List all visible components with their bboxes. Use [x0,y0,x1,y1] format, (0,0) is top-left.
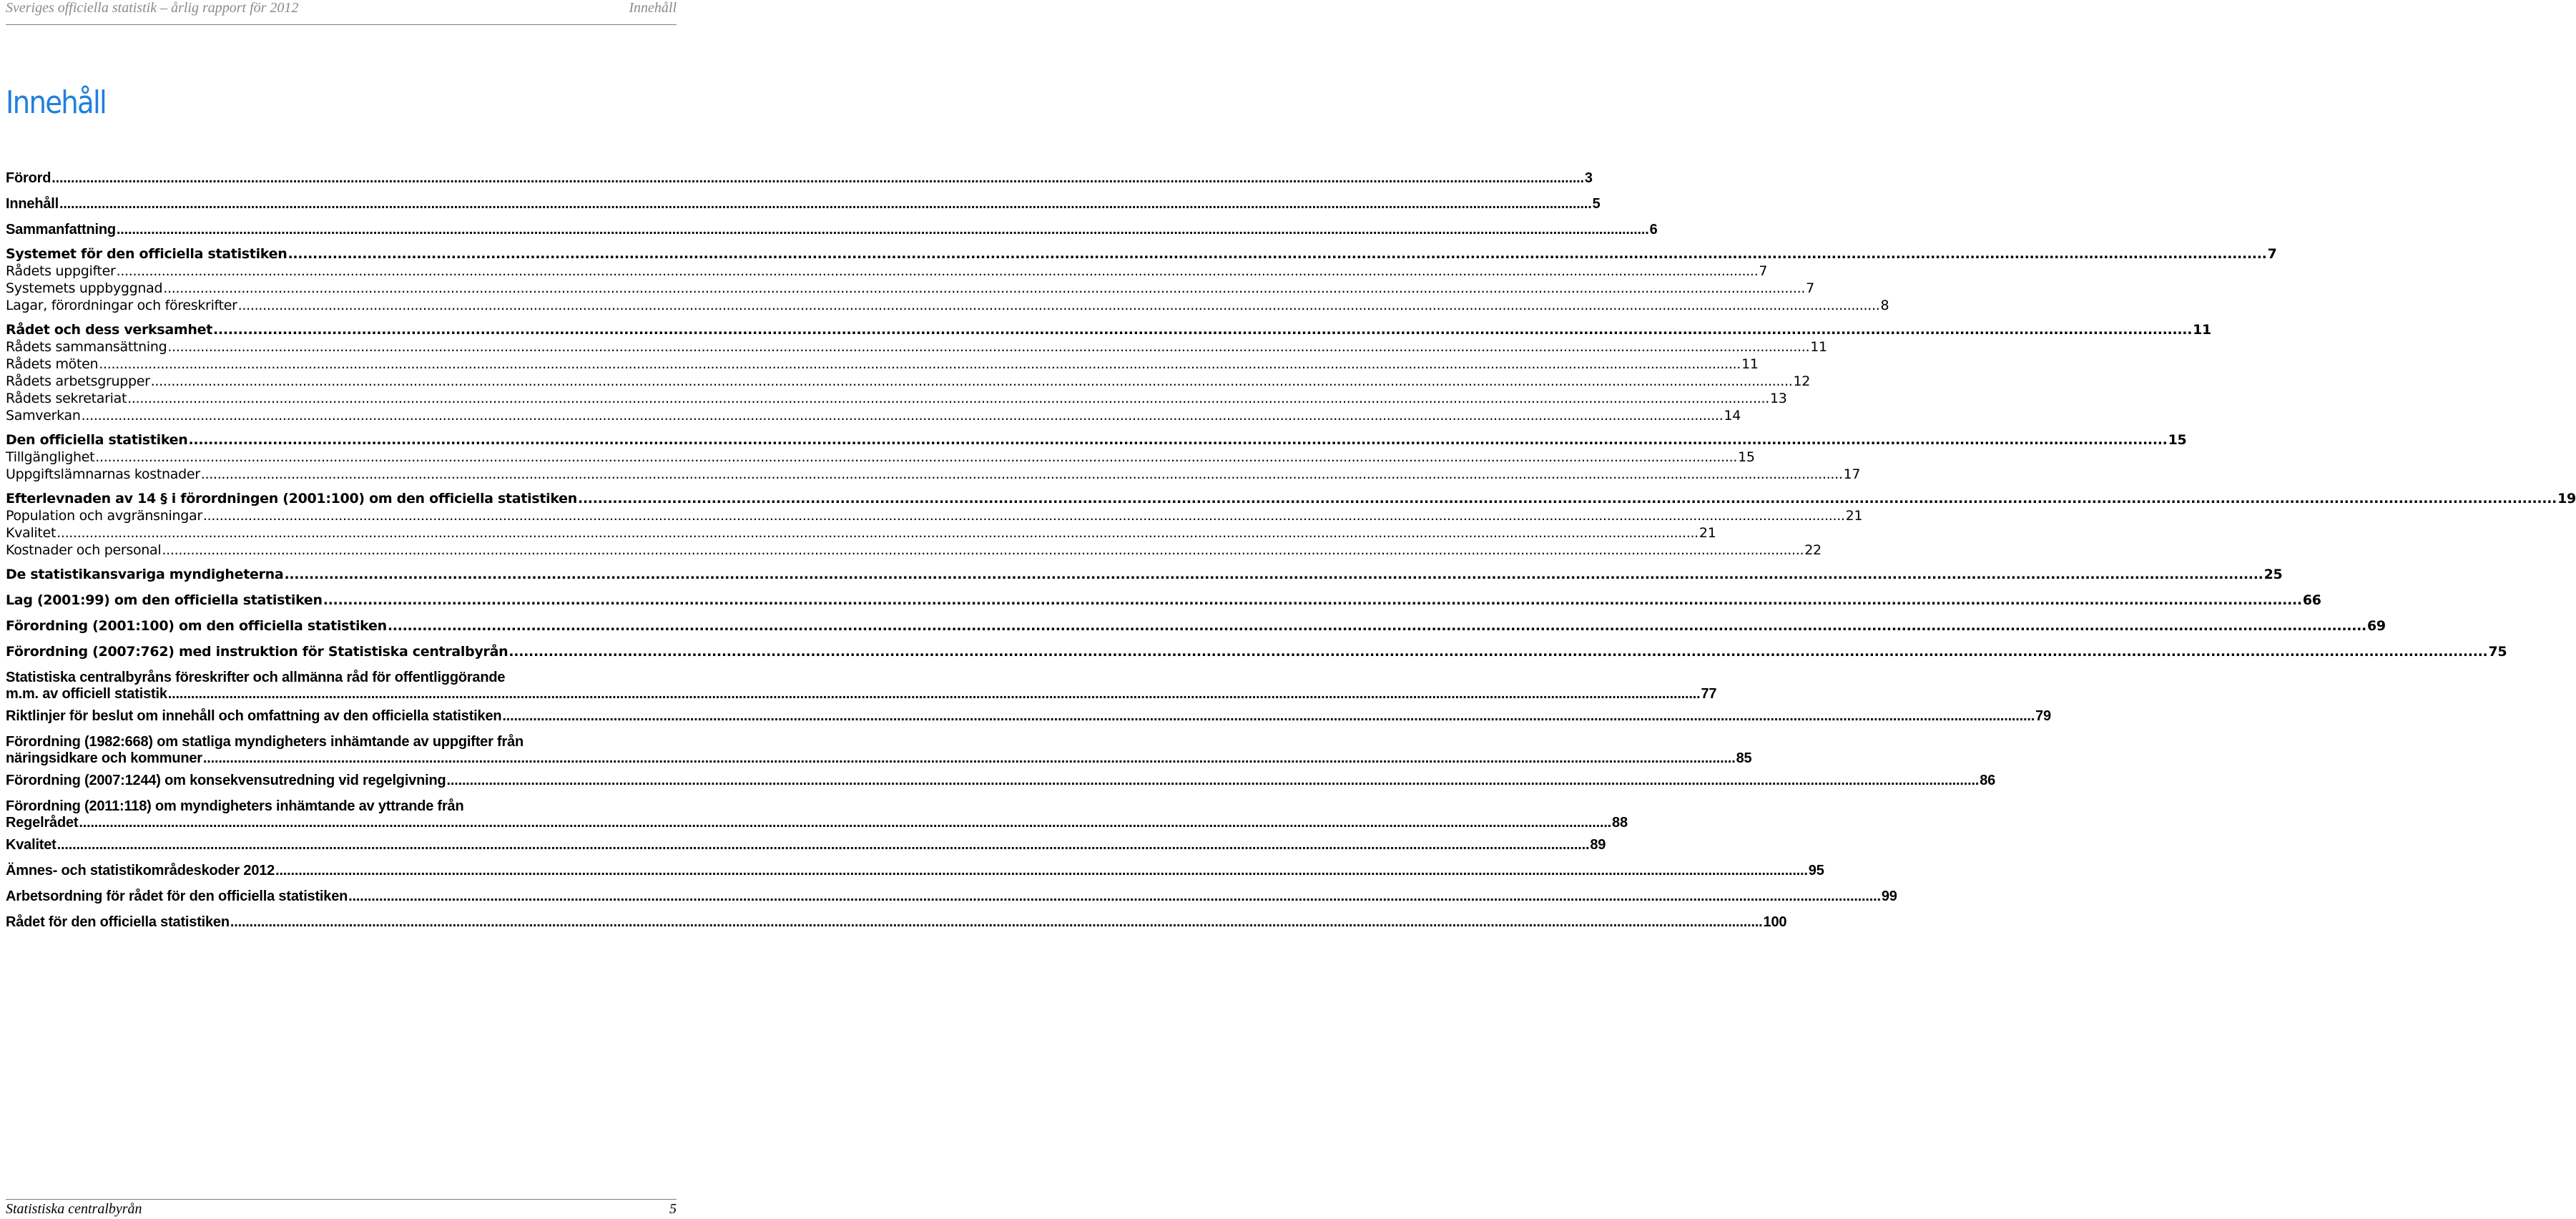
toc-entry-label: Rådet och dess verksamhet [6,322,213,338]
dot-leader: ................................................................................................................................................................................................................................................................................................................................................................................................................ [230,914,1763,930]
toc-entry-page-number: 22 [1804,542,1822,558]
toc-entry-page-number: 95 [1808,863,1824,878]
dot-leader: ................................................................................................................................................................................................................................................................................................................................................................................................................ [508,644,2488,660]
toc-entry-label: Förordning (1982:668) om statliga myndigheters inhämtande av uppgifter från [6,734,524,750]
running-head-left: Sveriges officiella statistik – årlig rapport för 2012 [6,0,299,16]
toc-entry-label: Lag (2001:99) om den officiella statistiken [6,592,323,608]
toc-entry-label: Den officiella statistiken [6,432,188,448]
running-head [6,0,677,25]
dot-leader: ................................................................................................................................................................................................................................................................................................................................................................................................................ [275,863,1808,878]
toc-entry-page-number: 99 [1881,888,1897,904]
toc-entry-label: Kvalitet [6,525,56,541]
toc-entry-page-number: 17 [1843,466,1861,482]
toc-entry-label: Förordning (2011:118) om myndigheters inhämtande av yttrande från [6,798,464,814]
toc-entry[interactable] [6,466,1861,482]
toc-entry-page-number: 69 [2366,618,2386,634]
toc-entry[interactable] [6,670,1717,702]
toc-entry[interactable] [6,773,1996,789]
toc-entry[interactable] [6,263,1768,279]
dot-leader: ................................................................................................................................................................................................................................................................................................................................................................................................................ [446,773,1980,788]
toc-entry-label: Förordning (2001:100) om den officiella statistiken [6,618,387,634]
toc-entry[interactable] [6,798,1628,831]
toc-entry[interactable] [6,491,2576,506]
dot-leader: ................................................................................................................................................................................................................................................................................................................................................................................................................ [127,391,1769,406]
toc-entry[interactable] [6,222,1658,238]
dot-leader: ................................................................................................................................................................................................................................................................................................................................................................................................................ [202,750,1736,766]
toc-entry-label: Tillgänglighet [6,449,95,465]
toc-entry[interactable] [6,246,2277,262]
toc-entry-page-number: 77 [1701,686,1717,702]
toc-entry-page-number: 19 [2557,491,2576,506]
toc-entry[interactable] [6,280,1814,296]
toc-entry-page-number: 12 [1793,373,1811,389]
toc-entry-page-number: 21 [1845,508,1863,524]
dot-leader: ................................................................................................................................................................................................................................................................................................................................................................................................................ [56,525,1699,541]
toc-entry[interactable] [6,863,1824,879]
toc-entry-page-number: 88 [1612,815,1628,831]
footer-page-number: 5 [669,1201,677,1217]
toc-entry[interactable] [6,373,1811,389]
toc-entry-page-number: 11 [2193,322,2211,338]
dot-leader: ................................................................................................................................................................................................................................................................................................................................................................................................................ [202,508,1845,524]
dot-leader: ................................................................................................................................................................................................................................................................................................................................................................................................................ [502,708,2035,724]
toc-entry-page-number: 75 [2488,644,2507,660]
toc-entry[interactable] [6,525,1716,541]
toc-entry-page-number: 7 [2267,246,2277,262]
toc-entry[interactable] [6,837,1606,853]
toc-entry-label: Efterlevnaden av 14 § i förordningen (2001:100) om den officiella statistiken [6,491,577,506]
toc-entry-label: Förordning (2007:762) med instruktion för Statistiska centralbyrån [6,644,508,660]
toc-entry-page-number: 21 [1699,525,1716,541]
dot-leader: ................................................................................................................................................................................................................................................................................................................................................................................................................ [348,888,1881,904]
toc-entry-label: De statistikansvariga myndigheterna [6,567,284,582]
toc-entry-label: Kvalitet [6,837,56,853]
toc-entry-label: Systemet för den officiella statistiken [6,246,287,262]
toc-entry[interactable] [6,734,1752,767]
dot-leader: ................................................................................................................................................................................................................................................................................................................................................................................................................ [163,280,1806,296]
toc-entry-page-number: 86 [1980,773,1996,788]
toc-entry-label: Rådets uppgifter [6,263,116,279]
toc-entry[interactable] [6,592,2321,608]
toc-entry[interactable] [6,196,1601,212]
dot-leader: ................................................................................................................................................................................................................................................................................................................................................................................................................ [213,322,2193,338]
toc-entry-label: Statistiska centralbyråns föreskrifter och allmänna råd för offentliggörande [6,670,506,685]
toc-entry-label: Arbetsordning för rådet för den officiella statistiken [6,888,348,904]
toc-entry-page-number: 85 [1736,750,1752,766]
toc-entry-label: Rådets arbetsgrupper [6,373,150,389]
toc-entry-label: Systemets uppbyggnad [6,280,163,296]
toc-entry[interactable] [6,542,1822,558]
toc-entry[interactable] [6,408,1741,424]
toc-entry[interactable] [6,644,2507,660]
toc-entry-label: Lagar, förordningar och föreskrifter [6,298,237,313]
toc-entry-label: Uppgiftslämnarnas kostnader [6,466,200,482]
toc-entry-page-number: 100 [1763,914,1787,930]
toc-entry[interactable] [6,356,1759,372]
toc-entry-page-number: 25 [2263,567,2283,582]
toc-entry-label: Rådets sekretariat [6,391,127,406]
table-of-contents [6,31,2576,1090]
toc-entry[interactable] [6,432,2187,448]
toc-entry[interactable] [6,618,2386,634]
toc-entry-label: Förordning (2007:1244) om konsekvensutredning vid regelgivning [6,773,446,788]
toc-entry-label: Population och avgränsningar [6,508,202,524]
toc-entry-page-number: 15 [1738,449,1755,465]
toc-entry[interactable] [6,170,1593,187]
toc-entry-label: Innehåll [6,196,59,212]
toc-entry-label: Sammanfattning [6,222,116,238]
toc-entry[interactable] [6,391,1787,406]
toc-entry[interactable] [6,914,1787,931]
toc-entry[interactable] [6,298,1889,313]
toc-entry[interactable] [6,567,2283,582]
toc-entry-page-number: 15 [2168,432,2187,448]
toc-entry-page-number: 66 [2302,592,2321,608]
toc-entry[interactable] [6,508,1863,524]
dot-leader: ................................................................................................................................................................................................................................................................................................................................................................................................................ [116,222,1649,238]
toc-entry-page-number: 7 [1759,263,1768,279]
footer-divider [6,1199,677,1200]
toc-entry-page-number: 11 [1741,356,1759,372]
toc-entry-label: Riktlinjer för beslut om innehåll och omfattning av den officiella statistiken [6,708,502,724]
toc-entry-page-number: 14 [1724,408,1741,424]
toc-entry-label-continued: m.m. av officiell statistik [6,686,167,702]
toc-entry[interactable] [6,322,2211,338]
toc-entry-label: Rådets sammansättning [6,339,167,355]
dot-leader: ................................................................................................................................................................................................................................................................................................................................................................................................................ [167,339,1810,355]
toc-entry-label: Förord [6,170,51,186]
dot-leader: ................................................................................................................................................................................................................................................................................................................................................................................................................ [323,592,2302,608]
toc-entry[interactable] [6,708,2051,725]
dot-leader: ................................................................................................................................................................................................................................................................................................................................................................................................................ [200,466,1843,482]
dot-leader: ................................................................................................................................................................................................................................................................................................................................................................................................................ [59,196,1592,212]
dot-leader: ................................................................................................................................................................................................................................................................................................................................................................................................................ [56,837,1590,853]
dot-leader: ................................................................................................................................................................................................................................................................................................................................................................................................................ [79,815,1612,831]
toc-entry-page-number: 3 [1584,170,1593,186]
toc-entry-label: Kostnader och personal [6,542,162,558]
toc-entry-page-number: 7 [1806,280,1814,296]
toc-entry-page-number: 89 [1590,837,1606,853]
dot-leader: ................................................................................................................................................................................................................................................................................................................................................................................................................ [284,567,2263,582]
dot-leader: ................................................................................................................................................................................................................................................................................................................................................................................................................ [99,356,1741,372]
dot-leader: ................................................................................................................................................................................................................................................................................................................................................................................................................ [387,618,2366,634]
dot-leader: ................................................................................................................................................................................................................................................................................................................................................................................................................ [237,298,1880,313]
toc-entry-page-number: 5 [1592,196,1601,212]
dot-leader: ................................................................................................................................................................................................................................................................................................................................................................................................................ [116,263,1759,279]
toc-entry-page-number: 11 [1810,339,1827,355]
footer-publisher: Statistiska centralbyrån [6,1201,142,1217]
toc-entry-label: Rådets möten [6,356,99,372]
dot-leader: ................................................................................................................................................................................................................................................................................................................................................................................................................ [162,542,1804,558]
toc-entry-label-continued: näringsidkare och kommuner [6,750,202,766]
toc-entry[interactable] [6,339,1827,355]
dot-leader: ................................................................................................................................................................................................................................................................................................................................................................................................................ [577,491,2557,506]
toc-entry-page-number: 79 [2035,708,2051,724]
dot-leader: ................................................................................................................................................................................................................................................................................................................................................................................................................ [167,686,1701,702]
page-footer [6,1201,677,1218]
dot-leader: ................................................................................................................................................................................................................................................................................................................................................................................................................ [51,170,1584,186]
dot-leader: ................................................................................................................................................................................................................................................................................................................................................................................................................ [287,246,2267,262]
dot-leader: ................................................................................................................................................................................................................................................................................................................................................................................................................ [81,408,1724,424]
toc-entry-page-number: 8 [1880,298,1889,313]
page-title: Innehåll [6,84,107,121]
dot-leader: ................................................................................................................................................................................................................................................................................................................................................................................................................ [95,449,1738,465]
toc-entry-page-number: 6 [1649,222,1658,238]
toc-entry-label: Ämnes- och statistikområdeskoder 2012 [6,863,275,878]
toc-entry-page-number: 13 [1769,391,1787,406]
dot-leader: ................................................................................................................................................................................................................................................................................................................................................................................................................ [150,373,1793,389]
running-head-right: Innehåll [629,0,677,16]
toc-entry[interactable] [6,888,1897,905]
toc-entry[interactable] [6,449,1755,465]
toc-entry-label-continued: Regelrådet [6,815,79,831]
toc-entry-label: Samverkan [6,408,81,424]
toc-entry-label: Rådet för den officiella statistiken [6,914,230,930]
dot-leader: ................................................................................................................................................................................................................................................................................................................................................................................................................ [188,432,2168,448]
